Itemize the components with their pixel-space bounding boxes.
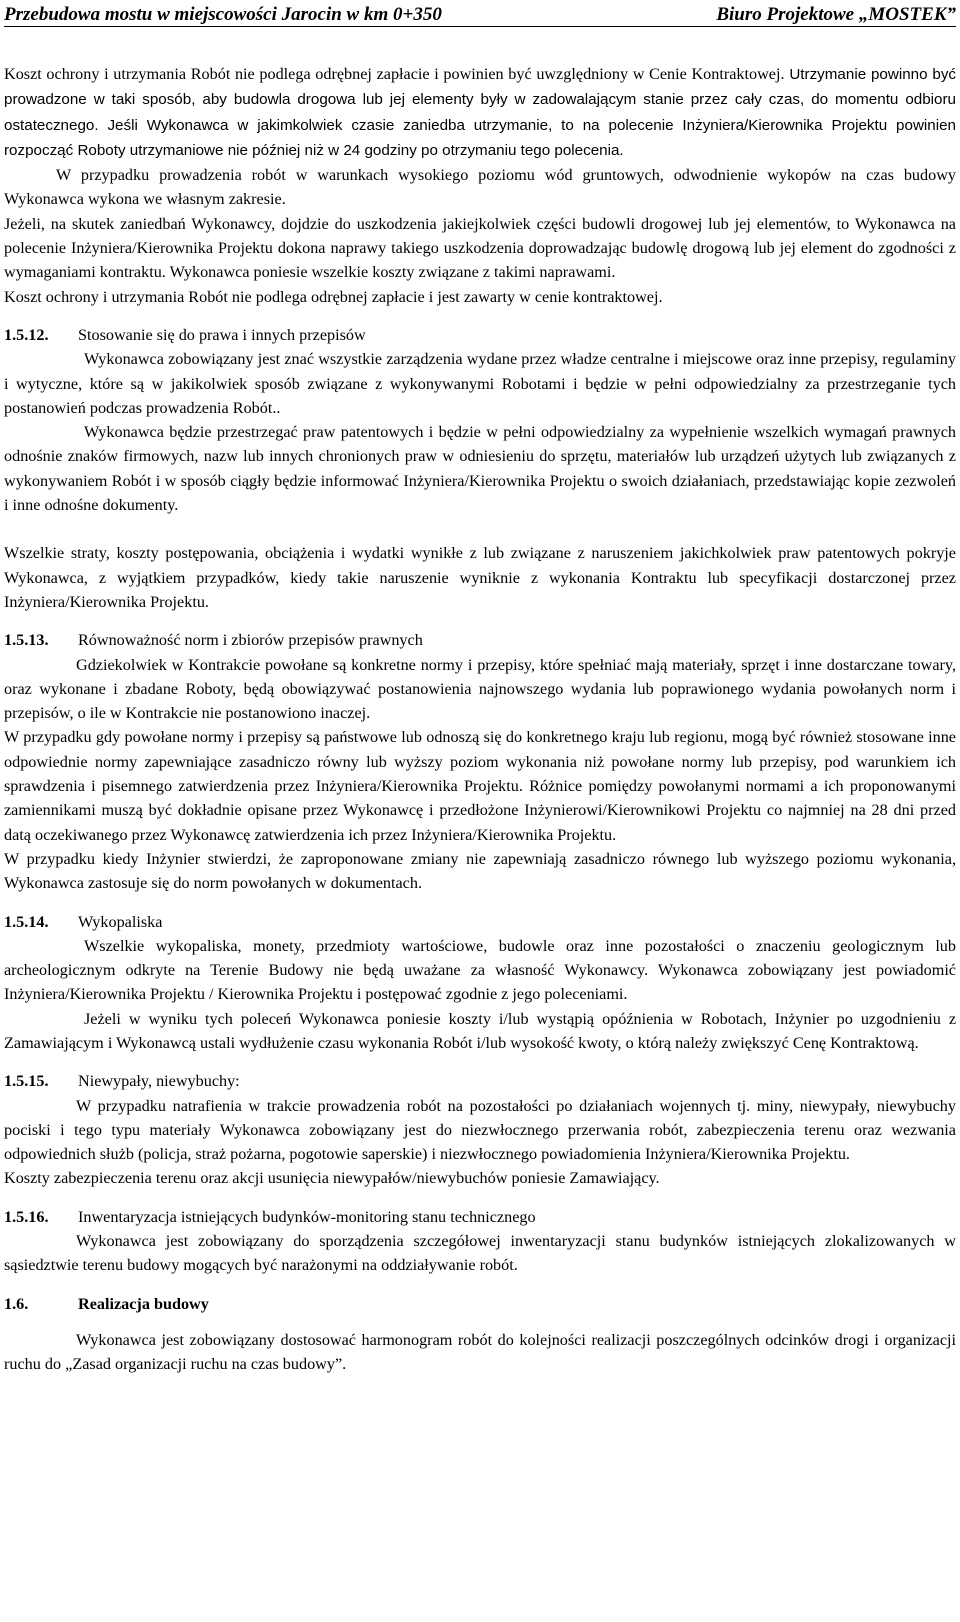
paragraph-damage: Jeżeli, na skutek zaniedbań Wykonawcy, dojdzie do uszkodzenia jakiejkolwiek części budowli drogowej lub jej elementów, to Wykonawca na polecenie Inżyniera/Kierownika Projektu dokona naprawy takiego uszkodzenia doprowadzając budowlę drogową lub jej element do zgodności z wymaganiami kontraktu. Wykonawca poniesie wszelkie koszty związane z takimi naprawami. — [4, 214, 956, 282]
paragraph: W przypadku natrafienia w trakcie prowadzenia robót na pozostałości po działaniach wojennych tj. miny, niewypały, niewybuchy pociski i tego typu materiały Wykonawca zobowiązany jest do niezwłocznego przerwania robót, zabezpieczenia terenu oraz wezwania odpowiednich służb (policja, straż pożarna, pogotowie saperskie) i niezwłocznego powiadomienia Inżyniera/Kierownika Projektu. — [4, 1096, 956, 1164]
section-heading-1-5-14 — [4, 910, 956, 934]
paragraph: Jeżeli w wyniku tych poleceń Wykonawca poniesie koszty i/lub wystąpią opóźnienia w Robotach, Inżynier po uzgodnieniu z Zamawiającym i Wykonawcą ustali wydłużenie czasu wykonania Robót i/lub wysokość kwoty, o którą należy zwiększyć Cenę Kontraktową. — [4, 1009, 956, 1052]
section-heading-1-6 — [4, 1292, 956, 1316]
section-heading-1-5-12 — [4, 323, 956, 347]
section-heading-1-5-16 — [4, 1205, 956, 1229]
section-title: Stosowanie się do prawa i innych przepisów — [78, 325, 366, 344]
header-project-title: Przebudowa mostu w miejscowości Jarocin w km 0+350 — [4, 4, 442, 25]
paragraph: Wszelkie wykopaliska, monety, przedmioty wartościowe, budowle oraz inne pozostałości o znaczeniu geologicznym lub archeologicznym odkryte na Terenie Budowy nie będą uważane za własność Wykonawcy. Wykonawca zobowiązany jest powiadomić Inżyniera/Kierownika Projektu / Kierownika Projektu i postępować zgodnie z jego poleceniami. — [4, 936, 956, 1004]
paragraph: Wykonawca zobowiązany jest znać wszystkie zarządzenia wydane przez władze centralne i miejscowe oraz inne przepisy, regulaminy i wytyczne, które są w jakikolwiek sposób związane z wykonywanymi Robotami i będzie w pełni odpowiedzialny za przestrzeganie tych postanowień podczas prowadzenia Robót.. — [4, 350, 956, 417]
section-number: 1.6. — [4, 1294, 29, 1313]
section-title: Inwentaryzacja istniejących budynków-monitoring stanu technicznego — [78, 1207, 536, 1226]
section-title: Wykopaliska — [78, 912, 163, 931]
section-title: Niewypały, niewybuchy: — [78, 1072, 240, 1091]
section-heading-1-5-15 — [4, 1069, 956, 1093]
section-number: 1.5.14. — [4, 912, 49, 931]
paragraph: Koszty zabezpieczenia terenu oraz akcji usunięcia niewypałów/niewybuchów poniesie Zamawiający. — [4, 1169, 660, 1188]
paragraph-cost: Koszt ochrony i utrzymania Robót nie podlega odrębnej zapłacie i jest zawarty w cenie kontraktowej. — [4, 287, 663, 306]
section-title: Realizacja budowy — [78, 1294, 209, 1313]
page-header — [4, 2, 956, 27]
header-company-name: Biuro Projektowe „MOSTEK” — [716, 4, 956, 25]
paragraph: Gdziekolwiek w Kontrakcie powołane są konkretne normy i przepisy, które spełniać mają materiały, sprzęt i inne dostarczane towary, oraz wykonane i zbadane Roboty, będą obowiązywać postanowienia najnowszego wydania lub poprawionego wydania powołanych norm i przepisów, o ile w Kontrakcie nie postanowiono inaczej. — [4, 655, 956, 723]
section-number: 1.5.12. — [4, 325, 49, 344]
paragraph: W przypadku kiedy Inżynier stwierdzi, że zaproponowane zmiany nie zapewniają zasadniczo równego lub wyższego poziomu wykonania, Wykonawca zastosuje się do norm powołanych w dokumentach. — [4, 849, 956, 893]
section-number: 1.5.13. — [4, 631, 49, 650]
document-body — [4, 62, 956, 1377]
paragraph: Wszelkie straty, koszty postępowania, obciążenia i wydatki wynikłe z lub związane z naruszeniem jakichkolwiek praw patentowych pokryje Wykonawca, z wyjątkiem przypadków, kiedy takie naruszenie wyniknie z wykonania Kontraktu lub specyfikacji dostarczonej przez Inżyniera/Kierownika Projektu. — [4, 544, 956, 611]
section-title: Równoważność norm i zbiorów przepisów prawnych — [78, 631, 423, 650]
paragraph: W przypadku gdy powołane normy i przepisy są państwowe lub odnoszą się do konkretnego kraju lub regionu, mogą być również stosowane inne odpowiednie normy zapewniające zasadniczo równy lub wyższy poziom wykonania niż powołane normy lub przepisy, pod warunkiem ich sprawdzenia i pisemnego zatwierdzenia przez Inżyniera/Kierownika Projektu. Różnice pomiędzy powołanymi normami a ich proponowanymi zamiennikami muszą być dokładnie opisane przez Wykonawcę i przedłożone Inżynierowi/Kierownikowi Projektu co najmniej na 28 dni przed datą oczekiwanego przez Wykonawcę zatwierdzenia ich przez Inżyniera/Kierownika Projektu. — [4, 728, 956, 844]
paragraph: Wykonawca jest zobowiązany do sporządzenia szczegółowej inwentaryzacji stanu budynków istniejących zlokalizowanych w sąsiedztwie terenu budowy mogących być narażonymi na oddziaływanie robót. — [4, 1232, 956, 1275]
section-number: 1.5.16. — [4, 1207, 49, 1226]
paragraph: Wykonawca jest zobowiązany dostosować harmonogram robót do kolejności realizacji poszczególnych odcinków drogi i organizacji ruchu do „Zasad organizacji ruchu na czas budowy”. — [4, 1330, 956, 1374]
paragraph-groundwater: W przypadku prowadzenia robót w warunkach wysokiego poziomu wód gruntowych, odwodnienie wykopów na czas budowy Wykonawca wykona we własnym zakresie. — [4, 166, 956, 209]
paragraph-maintenance — [4, 62, 956, 163]
paragraph-maintenance-text: Utrzymanie powinno być prowadzone w taki sposób, aby budowla drogowa lub jej elementy były w zadowalającym stanie przez cały czas, do momentu odbioru ostatecznego. Jeśli Wykonawca w jakimkolwiek czasie zaniedba utrzymanie, to na polecenie Inżyniera/Kierownika Projektu powinien rozpocząć Roboty utrzymaniowe nie później niż w 24 godziny po otrzymaniu tego polecenia. — [4, 66, 957, 159]
paragraph-cost-sentence: Koszt ochrony i utrzymania Robót nie podlega odrębnej zapłacie i powinien być uwzględniony w Cenie Kontraktowej. — [4, 65, 785, 83]
section-heading-1-5-13 — [4, 628, 956, 652]
paragraph: Wykonawca będzie przestrzegać praw patentowych i będzie w pełni odpowiedzialny za wypełnienie wszelkich wymagań prawnych odnośnie znaków firmowych, nazw lub innych chronionych praw w odniesieniu do sprzętu, materiałów lub urządzeń użytych lub związanych z wykonywaniem Robót i w sposób ciągły będzie informować Inżyniera/Kierownika Projektu o swoich działaniach, przedstawiając kopie zezwoleń i inne odnośne dokumenty. — [4, 423, 956, 515]
section-number: 1.5.15. — [4, 1072, 49, 1091]
